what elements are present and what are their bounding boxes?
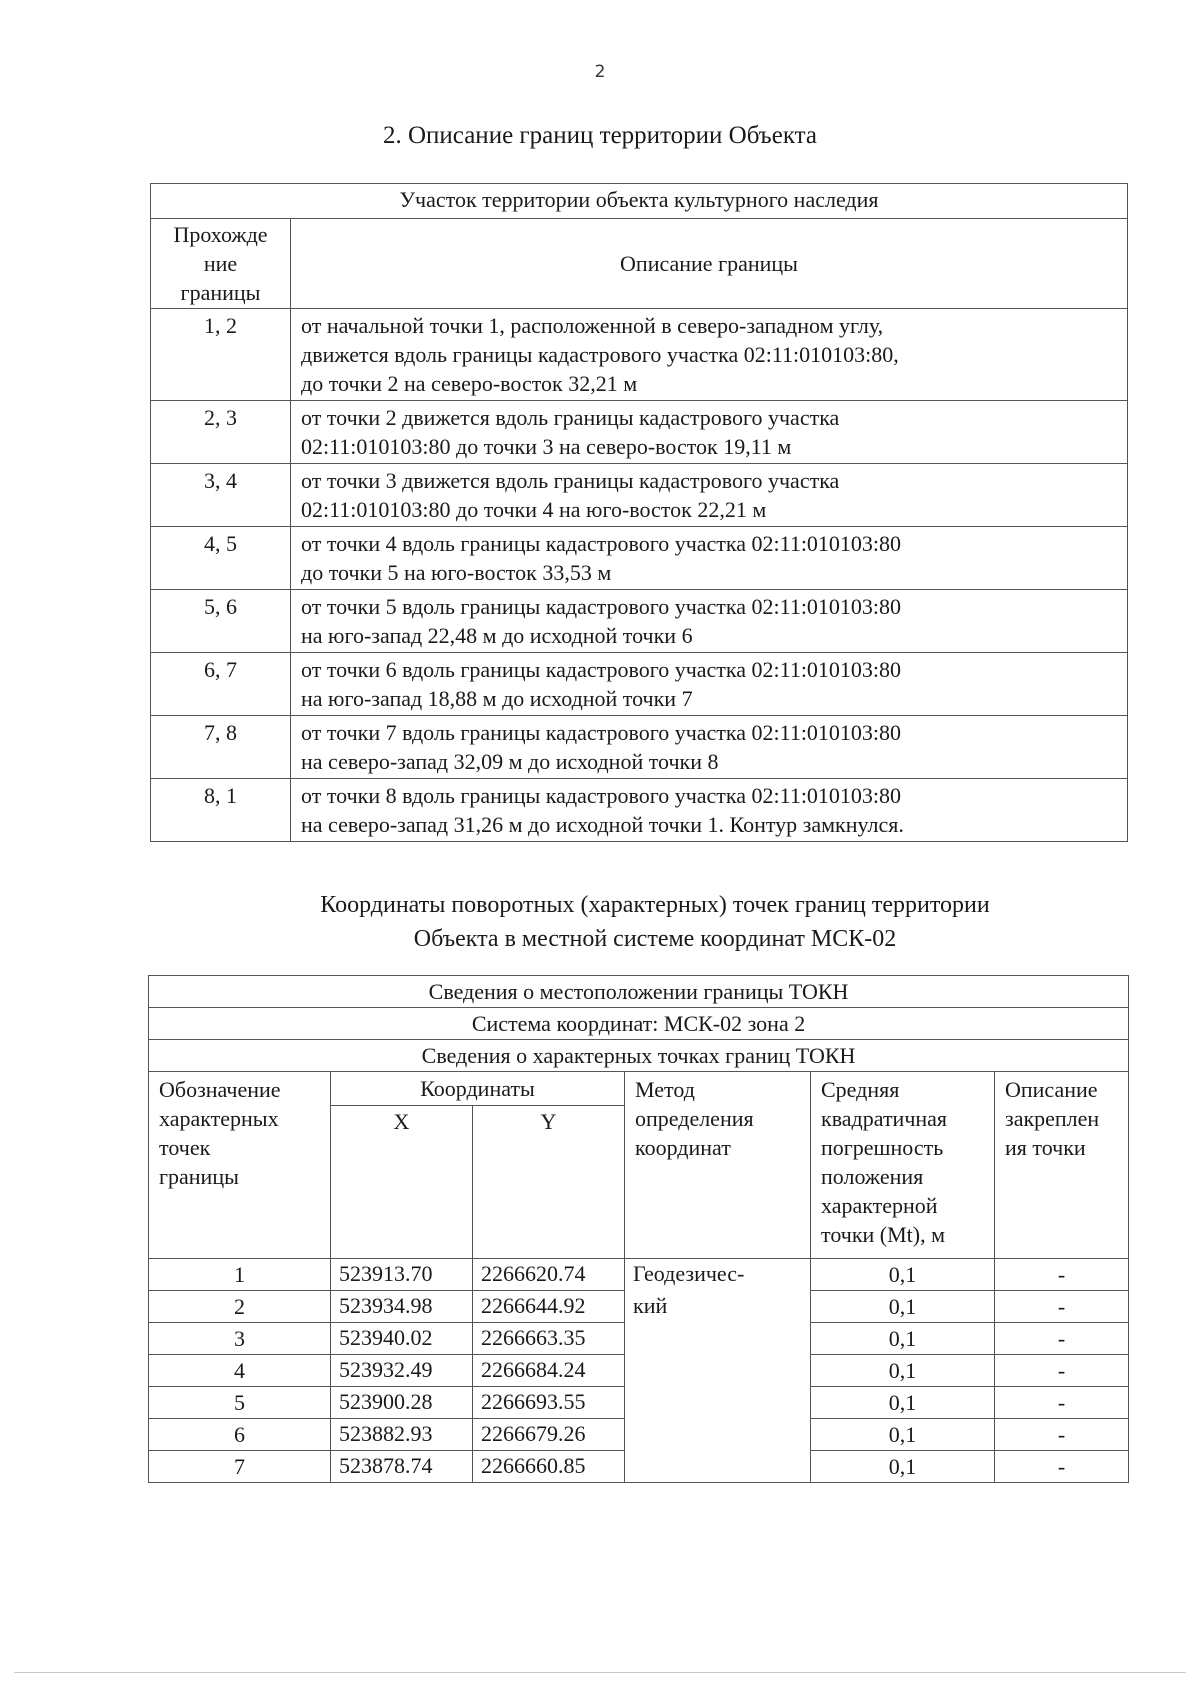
segment-cell: 1, 2 [151,309,291,401]
description-cell [291,464,1128,527]
col-header-point [149,1072,331,1259]
col-header-error-line: положения [821,1164,924,1189]
col-header-coordinates: Координаты [331,1072,625,1106]
mt-cell: 0,1 [811,1291,995,1323]
mt-cell: 0,1 [811,1355,995,1387]
segment-cell: 2, 3 [151,401,291,464]
col-header-error-line: квадратичная [821,1106,948,1131]
coord-title-row [149,976,1129,1008]
mt-cell: 0,1 [811,1259,995,1291]
segment-cell: 4, 5 [151,527,291,590]
mt-cell: 0,1 [811,1419,995,1451]
method-cell-empty [625,1387,811,1419]
coord-table-title-1: Сведения о местоположении границы ТОКН [149,976,1129,1008]
coord-row [149,1451,1129,1483]
coord-row [149,1387,1129,1419]
segment-cell: 3, 4 [151,464,291,527]
point-cell: 5 [149,1387,331,1419]
col-header-fixation-line: закреплен [1005,1106,1100,1131]
description-cell [291,716,1128,779]
point-cell: 2 [149,1291,331,1323]
boundary-table-header-row [151,219,1128,309]
col-header-y: Y [473,1106,625,1259]
boundary-row [151,527,1128,590]
coord-row [149,1355,1129,1387]
description-line: на юго-запад 22,48 м до исходной точки 6 [301,623,693,648]
boundary-row [151,401,1128,464]
description-cell [291,401,1128,464]
boundary-row [151,309,1128,401]
description-line: от точки 3 движется вдоль границы кадастрового участка [301,468,840,493]
y-cell: 2266663.35 [473,1323,625,1355]
fixation-cell: - [995,1291,1129,1323]
description-line: от точки 6 вдоль границы кадастрового участка 02:11:010103:80 [301,657,902,682]
mt-cell: 0,1 [811,1451,995,1483]
description-line: на юго-запад 18,88 м до исходной точки 7 [301,686,693,711]
description-line: от начальной точки 1, расположенной в северо-западном углу, [301,313,884,338]
description-line: движется вдоль границы кадастрового участка 02:11:010103:80, [301,342,899,367]
segment-cell: 5, 6 [151,590,291,653]
coordinates-table [148,975,1129,1483]
col-header-error-line: точки (Mt), м [821,1222,946,1247]
description-line: на северо-запад 31,26 м до исходной точки 1. Контур замкнулся. [301,812,904,837]
x-cell: 523913.70 [331,1259,473,1291]
col-header-segment-line: границы [180,280,261,305]
col-header-method-line: координат [635,1135,731,1160]
x-cell: 523932.49 [331,1355,473,1387]
col-header-method-line: определения [635,1106,754,1131]
col-header-method [625,1072,811,1259]
col-header-point-line: границы [159,1164,239,1189]
description-line: от точки 8 вдоль границы кадастрового участка 02:11:010103:80 [301,783,902,808]
x-cell: 523900.28 [331,1387,473,1419]
coord-row [149,1323,1129,1355]
coordinates-heading-line: Координаты поворотных (характерных) точек границ территории [320,892,990,918]
fixation-cell: - [995,1451,1129,1483]
description-line: до точки 5 на юго-восток 33,53 м [301,560,612,585]
y-cell: 2266660.85 [473,1451,625,1483]
boundary-row [151,464,1128,527]
description-line: до точки 2 на северо-восток 32,21 м [301,371,638,396]
col-header-segment [151,219,291,309]
boundary-table-title-row [151,184,1128,219]
point-cell: 1 [149,1259,331,1291]
description-line: 02:11:010103:80 до точки 4 на юго-восток 22,21 м [301,497,767,522]
col-header-error-line: погрешность [821,1135,944,1160]
description-cell [291,590,1128,653]
method-cell: Геодезичес- [625,1259,811,1291]
page-number: 2 [594,62,606,82]
col-header-fixation-line: ия точки [1005,1135,1086,1160]
segment-cell: 6, 7 [151,653,291,716]
boundary-row [151,653,1128,716]
coord-row [149,1291,1129,1323]
coord-table-title-3: Сведения о характерных точках границ ТОКН [149,1040,1129,1072]
coord-row [149,1419,1129,1451]
point-cell: 7 [149,1451,331,1483]
section-title: 2. Описание границ территории Объекта [383,122,817,149]
col-header-description: Описание границы [291,219,1128,309]
description-cell [291,779,1128,842]
fixation-cell: - [995,1355,1129,1387]
description-line: 02:11:010103:80 до точки 3 на северо-восток 19,11 м [301,434,792,459]
coord-title-row [149,1008,1129,1040]
col-header-error-line: характерной [821,1193,938,1218]
fixation-cell: - [995,1259,1129,1291]
boundary-row [151,590,1128,653]
segment-cell: 7, 8 [151,716,291,779]
fixation-cell: - [995,1387,1129,1419]
coord-table-title-2: Система координат: МСК-02 зона 2 [149,1008,1129,1040]
y-cell: 2266684.24 [473,1355,625,1387]
col-header-method-line: Метод [635,1077,695,1102]
description-line: от точки 2 движется вдоль границы кадастрового участка [301,405,840,430]
col-header-fixation [995,1072,1129,1259]
description-cell [291,309,1128,401]
coordinates-heading [0,888,1200,956]
coord-title-row [149,1040,1129,1072]
method-cell-empty [625,1355,811,1387]
y-cell: 2266693.55 [473,1387,625,1419]
y-cell: 2266644.92 [473,1291,625,1323]
segment-cell: 8, 1 [151,779,291,842]
coordinates-heading-line: Объекта в местной системе координат МСК-02 [413,926,897,952]
col-header-segment-line: Прохожде [173,222,268,247]
y-cell: 2266620.74 [473,1259,625,1291]
method-cell-empty [625,1323,811,1355]
scan-bottom-rule [14,1672,1186,1673]
description-line: от точки 5 вдоль границы кадастрового участка 02:11:010103:80 [301,594,902,619]
x-cell: 523882.93 [331,1419,473,1451]
fixation-cell: - [995,1323,1129,1355]
col-header-point-line: Обозначение [159,1077,281,1102]
description-line: от точки 7 вдоль границы кадастрового участка 02:11:010103:80 [301,720,902,745]
mt-cell: 0,1 [811,1323,995,1355]
coord-row [149,1259,1129,1291]
description-line: на северо-запад 32,09 м до исходной точки 8 [301,749,719,774]
point-cell: 6 [149,1419,331,1451]
col-header-point-line: характерных [159,1106,279,1131]
point-cell: 3 [149,1323,331,1355]
x-cell: 523878.74 [331,1451,473,1483]
point-cell: 4 [149,1355,331,1387]
col-header-fixation-line: Описание [1005,1077,1098,1102]
col-header-segment-line: ние [203,251,238,276]
method-cell: кий [625,1291,811,1323]
col-header-x: X [331,1106,473,1259]
mt-cell: 0,1 [811,1387,995,1419]
boundary-table-title: Участок территории объекта культурного наследия [151,184,1128,219]
col-header-error [811,1072,995,1259]
col-header-error-line: Средняя [821,1077,900,1102]
description-line: от точки 4 вдоль границы кадастрового участка 02:11:010103:80 [301,531,902,556]
col-header-point-line: точек [159,1135,211,1160]
fixation-cell: - [995,1419,1129,1451]
x-cell: 523934.98 [331,1291,473,1323]
description-cell [291,653,1128,716]
method-cell-empty [625,1419,811,1451]
description-cell [291,527,1128,590]
x-cell: 523940.02 [331,1323,473,1355]
coord-header-row [149,1072,1129,1106]
method-cell-empty [625,1451,811,1483]
boundary-row [151,779,1128,842]
y-cell: 2266679.26 [473,1419,625,1451]
boundary-table [150,183,1128,842]
boundary-row [151,716,1128,779]
